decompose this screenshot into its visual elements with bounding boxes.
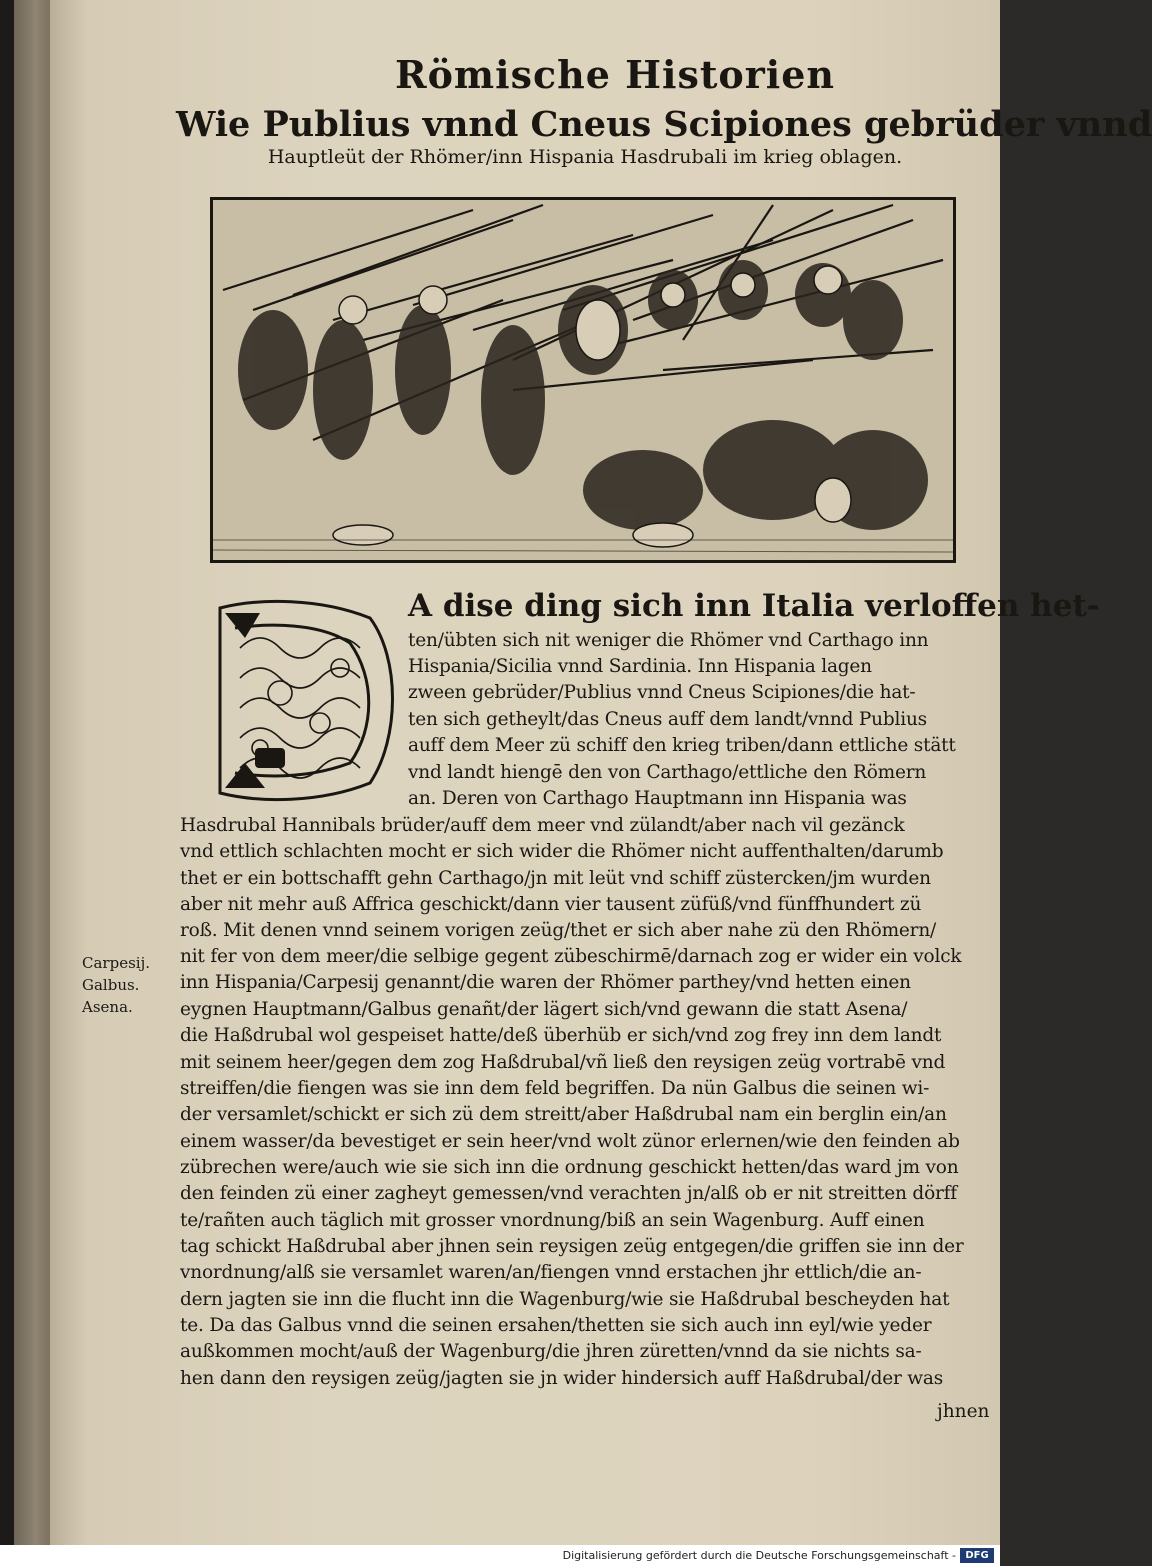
chapter-opening-line: A dise ding sich inn Italia verloffen het- [408,588,1100,624]
running-head: Römische Historien [395,52,836,97]
chapter-title-line1: Wie Publius vnnd Cneus Scipiones gebrüder vnnd [176,104,1152,145]
body-text-line: roß. Mit denen vnnd seinem vorigen zeüg/thet er sich aber nahe zü den Rhömern/ [180,920,937,941]
scan-background [0,0,14,1545]
chapter-title-line2: Hauptleüt der Rhömer/inn Hispania Hasdrubali im krieg oblagen. [267,146,903,168]
body-text-line: tag schickt Haßdrubal aber jhnen sein reysigen zeüg entgegen/die griffen sie inn der [180,1236,964,1257]
battle-woodcut-illustration [210,197,956,563]
marginal-notes [82,952,172,1018]
decorated-initial-letter [200,598,400,803]
body-text-line: zween gebrüder/Publius vnnd Cneus Scipiones/die hat- [408,682,916,703]
body-text-line: außkommen mocht/auß der Wagenburg/die jhren züretten/vnnd da sie nichts sa- [180,1341,922,1362]
body-text-line: der versamlet/schickt er sich zü dem streitt/aber Haßdrubal nam ein berglin ein/an [180,1104,947,1125]
body-text-line: auff dem Meer zü schiff den krieg triben/dann ettliche stätt [408,735,956,756]
body-text-line: mit seinem heer/gegen dem zog Haßdrubal/vñ ließ den reysigen zeüg vortrabē vnd [180,1052,946,1073]
marginal-note: Asena. [82,998,133,1016]
body-text-line: den feinden zü einer zagheyt gemessen/vnd verachten jn/alß ob er nit streitten dörff [180,1183,957,1204]
body-text-line: thet er ein bottschafft gehn Carthago/jn mit leüt vnd schiff züstercken/jm wurden [180,868,931,889]
body-text-line: Hispania/Sicilia vnnd Sardinia. Inn Hispania lagen [408,656,872,677]
previous-page-edge [14,0,50,1545]
dfg-logo: DFG [960,1548,994,1563]
catchword: jhnen [937,1401,990,1422]
body-text-line: vnd landt hiengē den von Carthago/ettliche den Römern [408,762,927,783]
body-text-line: dern jagten sie inn die flucht inn die Wagenburg/wie sie Haßdrubal bescheyden hat [180,1289,950,1310]
marginal-note: Galbus. [82,976,140,994]
body-text-line: nit fer von dem meer/die selbige gegent zübeschirmē/darnach zog er wider ein volck [180,946,962,967]
body-text-line: ten sich getheylt/das Cneus auff dem landt/vnnd Publius [408,709,927,730]
body-text-line: hen dann den reysigen zeüg/jagten sie jn wider hindersich auff Haßdrubal/der was [180,1368,944,1389]
marginal-note: Carpesij. [82,954,150,972]
body-text-line: vnordnung/alß sie versamlet waren/an/fiengen vnnd erstachen jhr ettlich/die an- [180,1262,922,1283]
body-text-line: eygnen Hauptmann/Galbus genañt/der lägert sich/vnd gewann die statt Asena/ [180,999,908,1020]
body-text-line: zübrechen were/auch wie sie sich inn die ordnung geschickt hetten/das ward jm von [180,1157,959,1178]
body-text-line: te/rañten auch täglich mit grosser vnordnung/biß an sein Wagenburg. Auff einen [180,1210,925,1231]
body-text-line: Hasdrubal Hannibals brüder/auff dem meer vnd zülandt/aber nach vil gezänck [180,815,905,836]
body-text-line: te. Da das Galbus vnnd die seinen ersahen/thetten sie sich auch inn eyl/wie yeder [180,1315,932,1336]
body-text-line: an. Deren von Carthago Hauptmann inn Hispania was [408,788,907,809]
body-text-line: vnd ettlich schlachten mocht er sich wider die Rhömer nicht auffenthalten/darumb [180,841,944,862]
body-text-line: inn Hispania/Carpesij genannt/die waren der Rhömer parthey/vnd hetten einen [180,972,911,993]
initial-d-ornament [200,598,400,803]
body-text-line: streiffen/die fiengen was sie inn dem feld begriffen. Da nün Galbus die seinen wi- [180,1078,930,1099]
woodcut-image [213,200,953,560]
body-text-line: einem wasser/da bevestiget er sein heer/vnd wolt zünor erlernen/wie den feinden ab [180,1131,960,1152]
body-text-line: aber nit mehr auß Affrica geschickt/dann vier tausent züfüß/vnd fünffhundert zü [180,894,922,915]
body-text-line: ten/übten sich nit weniger die Rhömer vnd Carthago inn [408,630,929,651]
funding-notice: Digitalisierung gefördert durch die Deutsche Forschungsgemeinschaft - [562,1549,956,1562]
body-text-line: die Haßdrubal wol gespeiset hatte/deß überhüb er sich/vnd zog frey inn dem landt [180,1025,942,1046]
